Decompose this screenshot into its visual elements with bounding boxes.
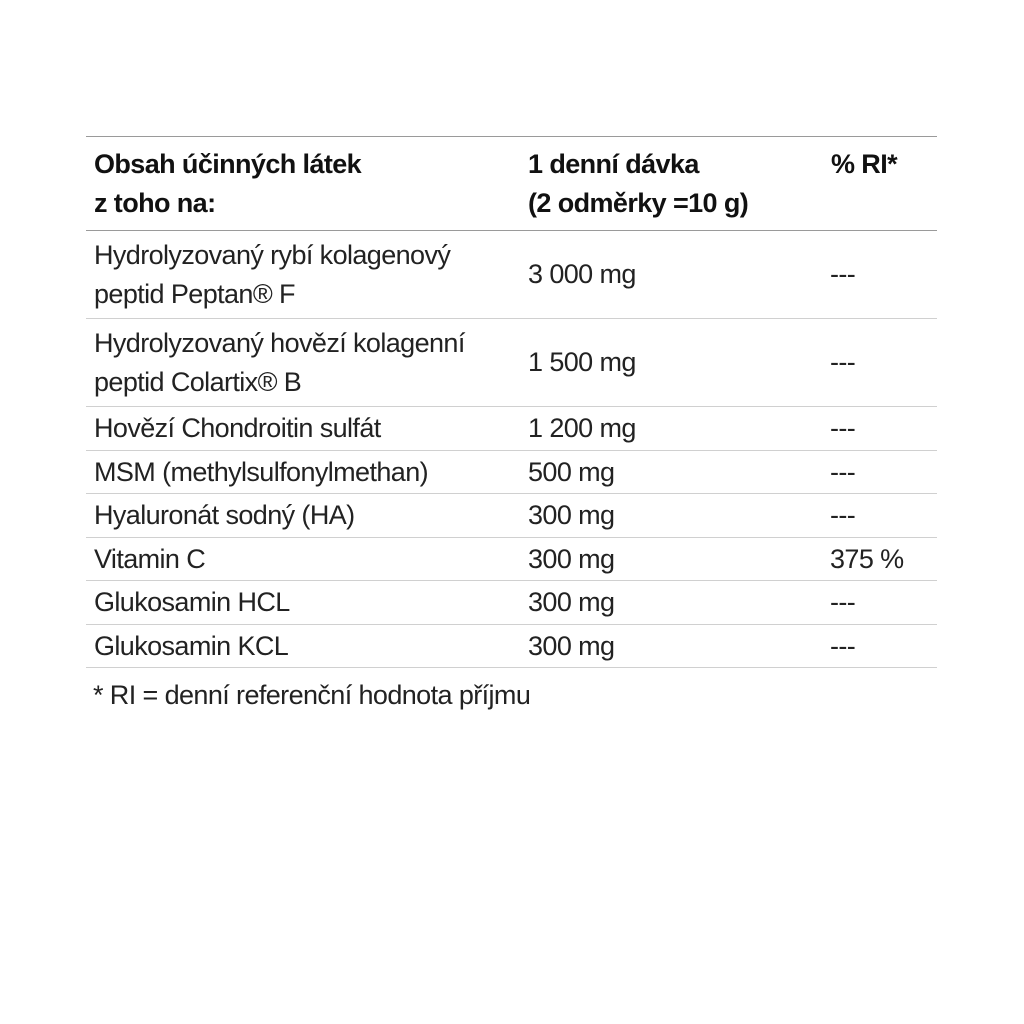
ingredient-ri: --- bbox=[830, 259, 856, 289]
table-row bbox=[86, 625, 937, 669]
ingredient-amount: 500 mg bbox=[528, 456, 615, 487]
table-row bbox=[86, 407, 937, 451]
nutrition-table bbox=[86, 136, 937, 668]
header-ingredients-line1: Obsah účinných látek bbox=[94, 149, 362, 179]
table-row bbox=[86, 581, 937, 625]
table-row bbox=[86, 538, 937, 582]
ingredient-amount: 300 mg bbox=[528, 543, 615, 574]
ri-footnote: * RI = denní referenční hodnota příjmu bbox=[93, 680, 531, 710]
ingredient-name-line1: Hydrolyzovaný hovězí kolagenní bbox=[94, 327, 465, 358]
header-ingredients bbox=[86, 145, 528, 223]
table-row bbox=[86, 451, 937, 495]
ingredient-name-line2: peptid Peptan® F bbox=[94, 278, 295, 309]
ingredient-ri: --- bbox=[830, 500, 856, 531]
ingredient-name bbox=[86, 236, 528, 314]
ingredient-name bbox=[86, 324, 528, 402]
ingredient-amount: 300 mg bbox=[528, 587, 615, 618]
ingredient-ri: --- bbox=[830, 413, 856, 444]
ingredient-ri: 375 % bbox=[830, 543, 904, 574]
ingredient-amount: 1 500 mg bbox=[528, 347, 636, 377]
ingredient-name: Vitamin C bbox=[94, 543, 206, 574]
ingredient-name: Glukosamin HCL bbox=[94, 587, 290, 618]
ingredient-name: Hyaluronát sodný (HA) bbox=[94, 500, 355, 531]
table-row bbox=[86, 494, 937, 538]
table-row bbox=[86, 319, 937, 407]
header-ingredients-line2: z toho na: bbox=[94, 188, 216, 218]
ingredient-ri: --- bbox=[830, 456, 856, 487]
ingredient-name: Glukosamin KCL bbox=[94, 630, 289, 661]
ingredient-amount: 300 mg bbox=[528, 500, 615, 531]
header-daily-dose-line1: 1 denní dávka bbox=[528, 149, 699, 179]
ingredient-amount: 3 000 mg bbox=[528, 259, 636, 289]
header-daily-dose bbox=[528, 145, 830, 223]
ingredient-ri: --- bbox=[830, 587, 856, 618]
ingredient-name: MSM (methylsulfonylmethan) bbox=[94, 456, 429, 487]
header-ri: % RI* bbox=[831, 149, 898, 179]
ingredient-amount: 300 mg bbox=[528, 630, 615, 661]
ingredient-name: Hovězí Chondroitin sulfát bbox=[94, 413, 381, 444]
ingredient-ri: --- bbox=[830, 347, 856, 377]
table-row bbox=[86, 231, 937, 319]
ingredient-ri: --- bbox=[830, 630, 856, 661]
header-daily-dose-line2: (2 odměrky =10 g) bbox=[528, 188, 749, 218]
ingredient-name-line2: peptid Colartix® B bbox=[94, 366, 302, 397]
ingredient-name-line1: Hydrolyzovaný rybí kolagenový bbox=[94, 239, 451, 270]
ingredient-amount: 1 200 mg bbox=[528, 413, 636, 444]
table-header-row bbox=[86, 137, 937, 231]
